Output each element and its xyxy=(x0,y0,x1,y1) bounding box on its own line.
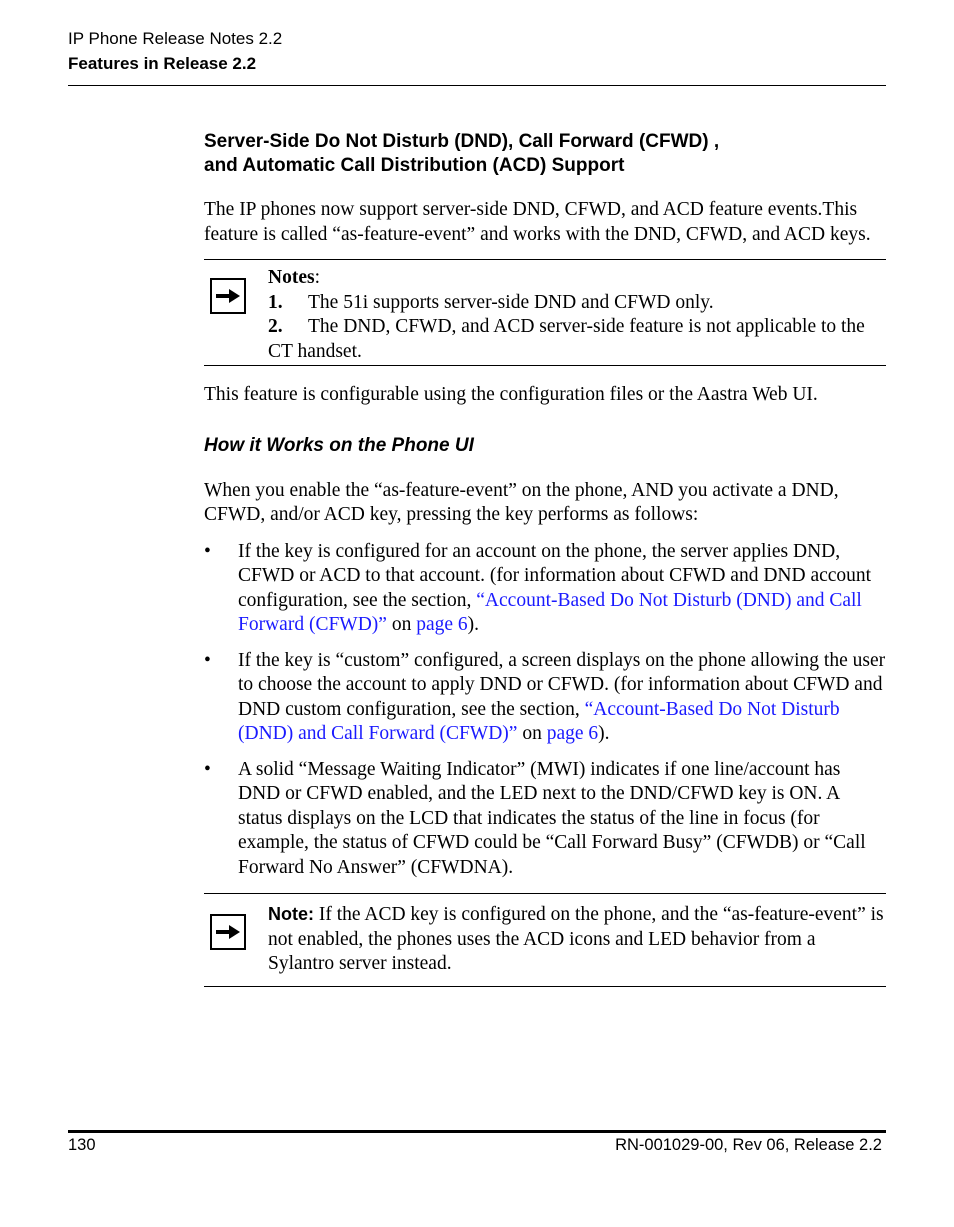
section-heading-line2: and Automatic Call Distribution (ACD) Support xyxy=(204,155,625,176)
right-arrow-icon-graphic xyxy=(215,288,241,304)
footer-divider xyxy=(68,1130,886,1133)
cross-reference-link[interactable]: “Account-Based Do Not Disturb (DND) and Call Forward (CFWD)” xyxy=(238,698,840,744)
section-heading xyxy=(204,130,886,178)
right-arrow-icon-graphic xyxy=(215,924,241,940)
notes-box xyxy=(204,259,886,366)
intro-paragraph: The IP phones now support server-side DND, CFWD, and ACD feature events.This feature is called “as-feature-event” and works with the DND, CFWD, and ACD keys. xyxy=(204,199,871,245)
page-link[interactable]: page 6 xyxy=(416,614,468,635)
bullet-end: ). xyxy=(467,614,479,635)
page-header xyxy=(68,28,886,75)
section-title: Features in Release 2.2 xyxy=(68,54,257,73)
right-arrow-icon xyxy=(210,914,246,950)
bullet-item-1 xyxy=(204,540,886,638)
notes-label-colon: : xyxy=(314,267,320,288)
bullet-connector: on xyxy=(517,723,547,744)
config-paragraph: This feature is configurable using the configuration files or the Aastra Web UI. xyxy=(204,384,818,405)
cross-reference-link[interactable]: “Account-Based Do Not Disturb (DND) and Call Forward (CFWD)” xyxy=(238,589,862,635)
subheading: How it Works on the Phone UI xyxy=(204,434,474,456)
notes-item-number: 1. xyxy=(268,291,283,313)
howto-intro: When you enable the “as-feature-event” on the phone, AND you activate a DND, CFWD, and/or ACD key, pressing the key performs as follows: xyxy=(204,479,839,525)
notes-label-line xyxy=(268,266,886,291)
page-footer xyxy=(68,1135,882,1155)
notes-item-text: The 51i supports server-side DND and CFWD only. xyxy=(308,291,714,313)
bullet-marker: • xyxy=(204,758,211,780)
bullet-item-2 xyxy=(204,649,886,747)
notes-label: Notes xyxy=(268,267,315,288)
note-label: Note: xyxy=(268,904,314,924)
notes-item-1 xyxy=(268,291,886,316)
document-title: IP Phone Release Notes 2.2 xyxy=(68,29,283,48)
note-box xyxy=(204,893,886,987)
section-heading-line1: Server-Side Do Not Disturb (DND), Call Forward (CFWD) , xyxy=(204,131,720,152)
bullet-text: If the key is “custom” configured, a screen displays on the phone allowing the user to choose the account to apply DND or CFWD. (for information about CFWD and DND custom configuration, see the section, xyxy=(238,649,886,720)
main-content xyxy=(204,130,886,987)
right-arrow-icon xyxy=(210,278,246,314)
page-number: 130 xyxy=(68,1136,96,1154)
bullet-connector: on xyxy=(386,614,417,635)
bullet-item-3 xyxy=(204,758,886,881)
notes-item-number: 2. xyxy=(268,316,283,337)
page-link[interactable]: page 6 xyxy=(546,723,599,744)
note-body xyxy=(268,902,886,977)
bullet-text: If the key is configured for an account on the phone, the server applies DND, CFWD or ACD to that account. (for information about CFWD and DND account configuration, see the section, xyxy=(238,540,872,611)
document-id: RN-001029-00, Rev 06, Release 2.2 xyxy=(615,1136,882,1154)
note-text: If the ACD key is configured on the phone, and the “as-feature-event” is not enabled, the phones uses the ACD icons and LED behavior from a Sylantro server instead. xyxy=(268,904,884,974)
bullet-end: ). xyxy=(598,723,610,744)
header-divider xyxy=(68,85,886,86)
notes-item-2 xyxy=(268,315,886,364)
notes-body xyxy=(268,266,886,364)
notes-item-text: The DND, CFWD, and ACD server-side feature is not applicable to the CT handset. xyxy=(268,316,865,362)
bullet-text: A solid “Message Waiting Indicator” (MWI) indicates if one line/account has DND or CFWD enabled, and the LED next to the DND/CFWD key is ON. A status displays on the LCD that indicates the status of the line in focus (for example, the status of CFWD could be “Call Forward Busy” (CFWDB) or “Call Forward No Answer” (CFWDNA). xyxy=(238,758,866,878)
bullet-marker: • xyxy=(204,649,211,671)
bullet-marker: • xyxy=(204,540,211,562)
